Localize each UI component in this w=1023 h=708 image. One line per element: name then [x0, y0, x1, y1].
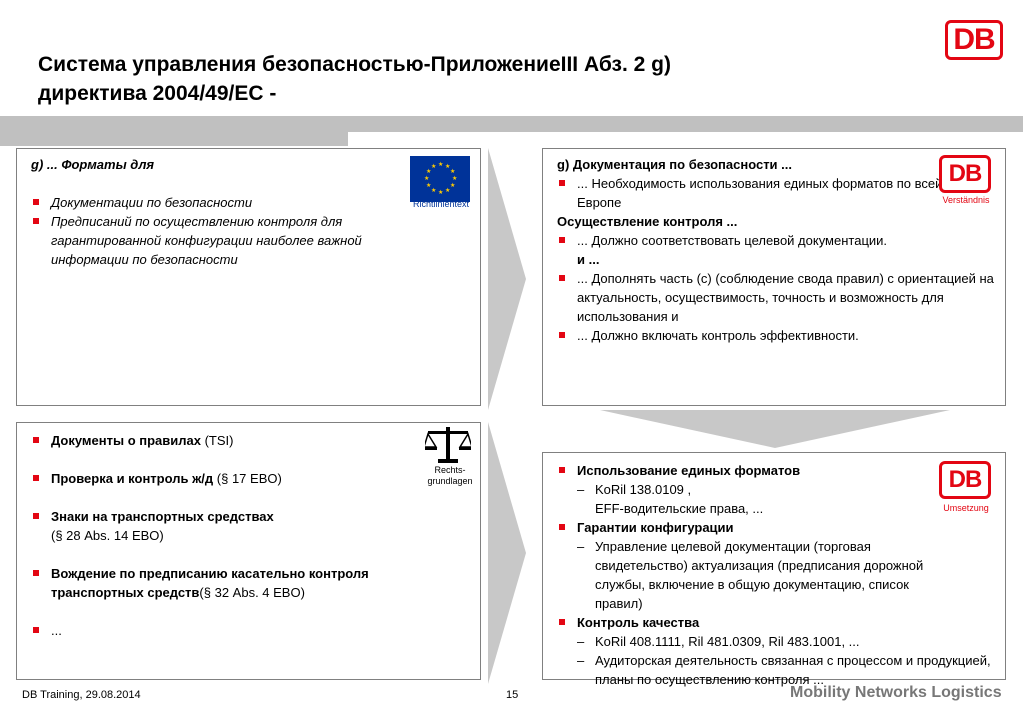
impl-s1-detail-2: EFF-водительские права, ... [595, 501, 764, 516]
svg-text:★: ★ [424, 176, 430, 182]
legal-item-5: ... [31, 621, 431, 640]
svg-text:★: ★ [431, 188, 437, 194]
svg-text:★: ★ [450, 169, 456, 175]
formats-item-2: Предписаний по осуществлению контроля для гарантированной конфигурации наиболее важной информации по безопасности [31, 212, 401, 269]
formats-item-1: Документации по безопасности [31, 193, 401, 212]
svg-text:★: ★ [445, 188, 451, 194]
verstaendnis-label: Verständnis [942, 195, 990, 205]
page-title [38, 50, 918, 108]
svg-text:★: ★ [450, 183, 456, 189]
right-arrow-bottom-icon [486, 422, 530, 684]
impl-section-1: Использование единых форматов [557, 461, 997, 480]
impl-s2-detail-1: – Управление целевой документации (торговая свидетельство) актуализация (предписания дорожной службы, включение в общую документацию, список правил) [557, 537, 955, 613]
doc-item-4: ... Должно включать контроль эффективности. [557, 326, 997, 345]
legal-item-1: Документы о правилах (TSI) [31, 431, 431, 450]
header-divider-tab [0, 132, 348, 146]
impl-s3-detail-1: – KoRil 408.1111, Ril 481.0309, Ril 483.1001, ... [557, 632, 997, 651]
doc-item-1: ... Необходимость использования единых форматов по всей Европе [557, 174, 952, 212]
eu-flag-icon [410, 156, 470, 202]
page-number: 15 [506, 689, 519, 701]
svg-text:★: ★ [426, 169, 432, 175]
footer-brand: Mobility Networks Logistics [790, 684, 1002, 701]
rechtsgrundlagen-label: Rechts-grundlagen [427, 465, 473, 486]
footer-date: DB Training, 29.08.2014 [22, 689, 141, 701]
legal-item-4: Вождение по предписанию касательно контроля транспортных средств(§ 32 Abs. 4 EBO) [31, 564, 431, 602]
svg-text:★: ★ [438, 190, 444, 196]
impl-s1-detail-1: – KoRil 138.0109 , [557, 480, 997, 499]
impl-s3-detail-2: – Аудиторская деятельность связанная с процессом и продукцией, планы по осуществлению контроля ... [557, 651, 995, 689]
panel-documentation [542, 148, 1006, 406]
doc-and: и ... [577, 252, 600, 267]
svg-text:★: ★ [431, 164, 437, 170]
svg-text:★: ★ [452, 176, 458, 182]
doc-subheading: Осуществление контроля ... [557, 214, 738, 229]
doc-item-2: ... Должно соответствовать целевой документации. [557, 231, 997, 250]
panel-implementation [542, 452, 1006, 687]
right-arrow-top-icon [486, 148, 530, 410]
db-logo-umsetzung: DB [939, 461, 991, 499]
header-divider-bar [0, 116, 1023, 132]
richtlinientext-label: Richtlinientext [412, 199, 470, 209]
impl-section-2: Гарантии конфигурации [557, 518, 997, 537]
panel-legal-basis [16, 422, 481, 680]
doc-heading: g) Документация по безопасности ... [557, 157, 792, 172]
panel-formats [16, 148, 481, 406]
db-logo: DB [945, 20, 1003, 60]
umsetzung-label: Umsetzung [943, 503, 989, 513]
svg-text:★: ★ [438, 162, 444, 168]
down-arrow-icon [600, 410, 960, 450]
legal-item-2: Проверка и контроль ж/д (§ 17 EBO) [31, 469, 431, 488]
db-logo-verstaendnis: DB [939, 155, 991, 193]
scales-of-justice-icon [425, 425, 471, 465]
svg-text:★: ★ [426, 183, 432, 189]
impl-section-3: Контроль качества [557, 613, 997, 632]
svg-text:★: ★ [445, 164, 451, 170]
title-line-2: директива 2004/49/ЕС - [38, 82, 277, 105]
doc-item-3: ... Дополнять часть (с) (соблюдение свода правил) с ориентацией на актуальность, осуществимость, точность и возможность для использования и [557, 269, 997, 326]
legal-item-3: Знаки на транспортных средствах (§ 28 Abs. 14 EBO) [31, 507, 431, 545]
formats-heading: g) ... Форматы для [31, 157, 155, 172]
title-line-1: Система управления безопасностью-ПриложениеIII Абз. 2 g) [38, 53, 671, 76]
